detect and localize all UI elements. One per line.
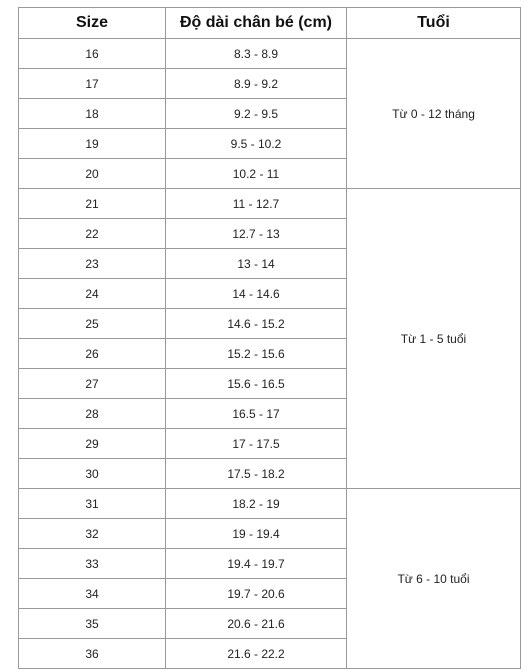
foot-length-cell: 13 - 14 [166,249,347,279]
foot-length-cell: 19 - 19.4 [166,519,347,549]
foot-length-cell: 17 - 17.5 [166,429,347,459]
size-cell: 27 [19,369,166,399]
foot-length-cell: 14 - 14.6 [166,279,347,309]
table-body [19,39,521,669]
size-cell: 29 [19,429,166,459]
size-cell: 32 [19,519,166,549]
size-cell: 31 [19,489,166,519]
table-row [19,489,521,519]
foot-length-cell: 18.2 - 19 [166,489,347,519]
foot-length-cell: 8.3 - 8.9 [166,39,347,69]
foot-length-cell: 15.6 - 16.5 [166,369,347,399]
size-cell: 16 [19,39,166,69]
foot-length-cell: 9.2 - 9.5 [166,99,347,129]
size-cell: 21 [19,189,166,219]
foot-length-cell: 16.5 - 17 [166,399,347,429]
table-row [19,189,521,219]
size-cell: 18 [19,99,166,129]
foot-length-cell: 14.6 - 15.2 [166,309,347,339]
size-cell: 20 [19,159,166,189]
foot-length-cell: 15.2 - 15.6 [166,339,347,369]
size-cell: 30 [19,459,166,489]
age-group-cell: Từ 6 - 10 tuổi [347,489,521,669]
size-cell: 26 [19,339,166,369]
header-row [19,8,521,39]
header-age: Tuổi [347,8,521,39]
foot-length-cell: 8.9 - 9.2 [166,69,347,99]
size-chart [18,7,520,669]
foot-length-cell: 12.7 - 13 [166,219,347,249]
size-cell: 19 [19,129,166,159]
size-cell: 34 [19,579,166,609]
foot-length-cell: 21.6 - 22.2 [166,639,347,669]
foot-length-cell: 20.6 - 21.6 [166,609,347,639]
foot-length-cell: 17.5 - 18.2 [166,459,347,489]
size-cell: 23 [19,249,166,279]
age-group-cell: Từ 1 - 5 tuổi [347,189,521,489]
size-cell: 35 [19,609,166,639]
size-cell: 36 [19,639,166,669]
size-cell: 22 [19,219,166,249]
foot-length-cell: 11 - 12.7 [166,189,347,219]
foot-length-cell: 9.5 - 10.2 [166,129,347,159]
size-cell: 17 [19,69,166,99]
age-group-cell: Từ 0 - 12 tháng [347,39,521,189]
size-cell: 28 [19,399,166,429]
size-cell: 25 [19,309,166,339]
foot-length-cell: 19.4 - 19.7 [166,549,347,579]
foot-length-cell: 19.7 - 20.6 [166,579,347,609]
header-foot-length: Độ dài chân bé (cm) [166,8,347,39]
size-cell: 24 [19,279,166,309]
size-table [18,7,521,669]
table-row [19,39,521,69]
size-cell: 33 [19,549,166,579]
header-size: Size [19,8,166,39]
foot-length-cell: 10.2 - 11 [166,159,347,189]
